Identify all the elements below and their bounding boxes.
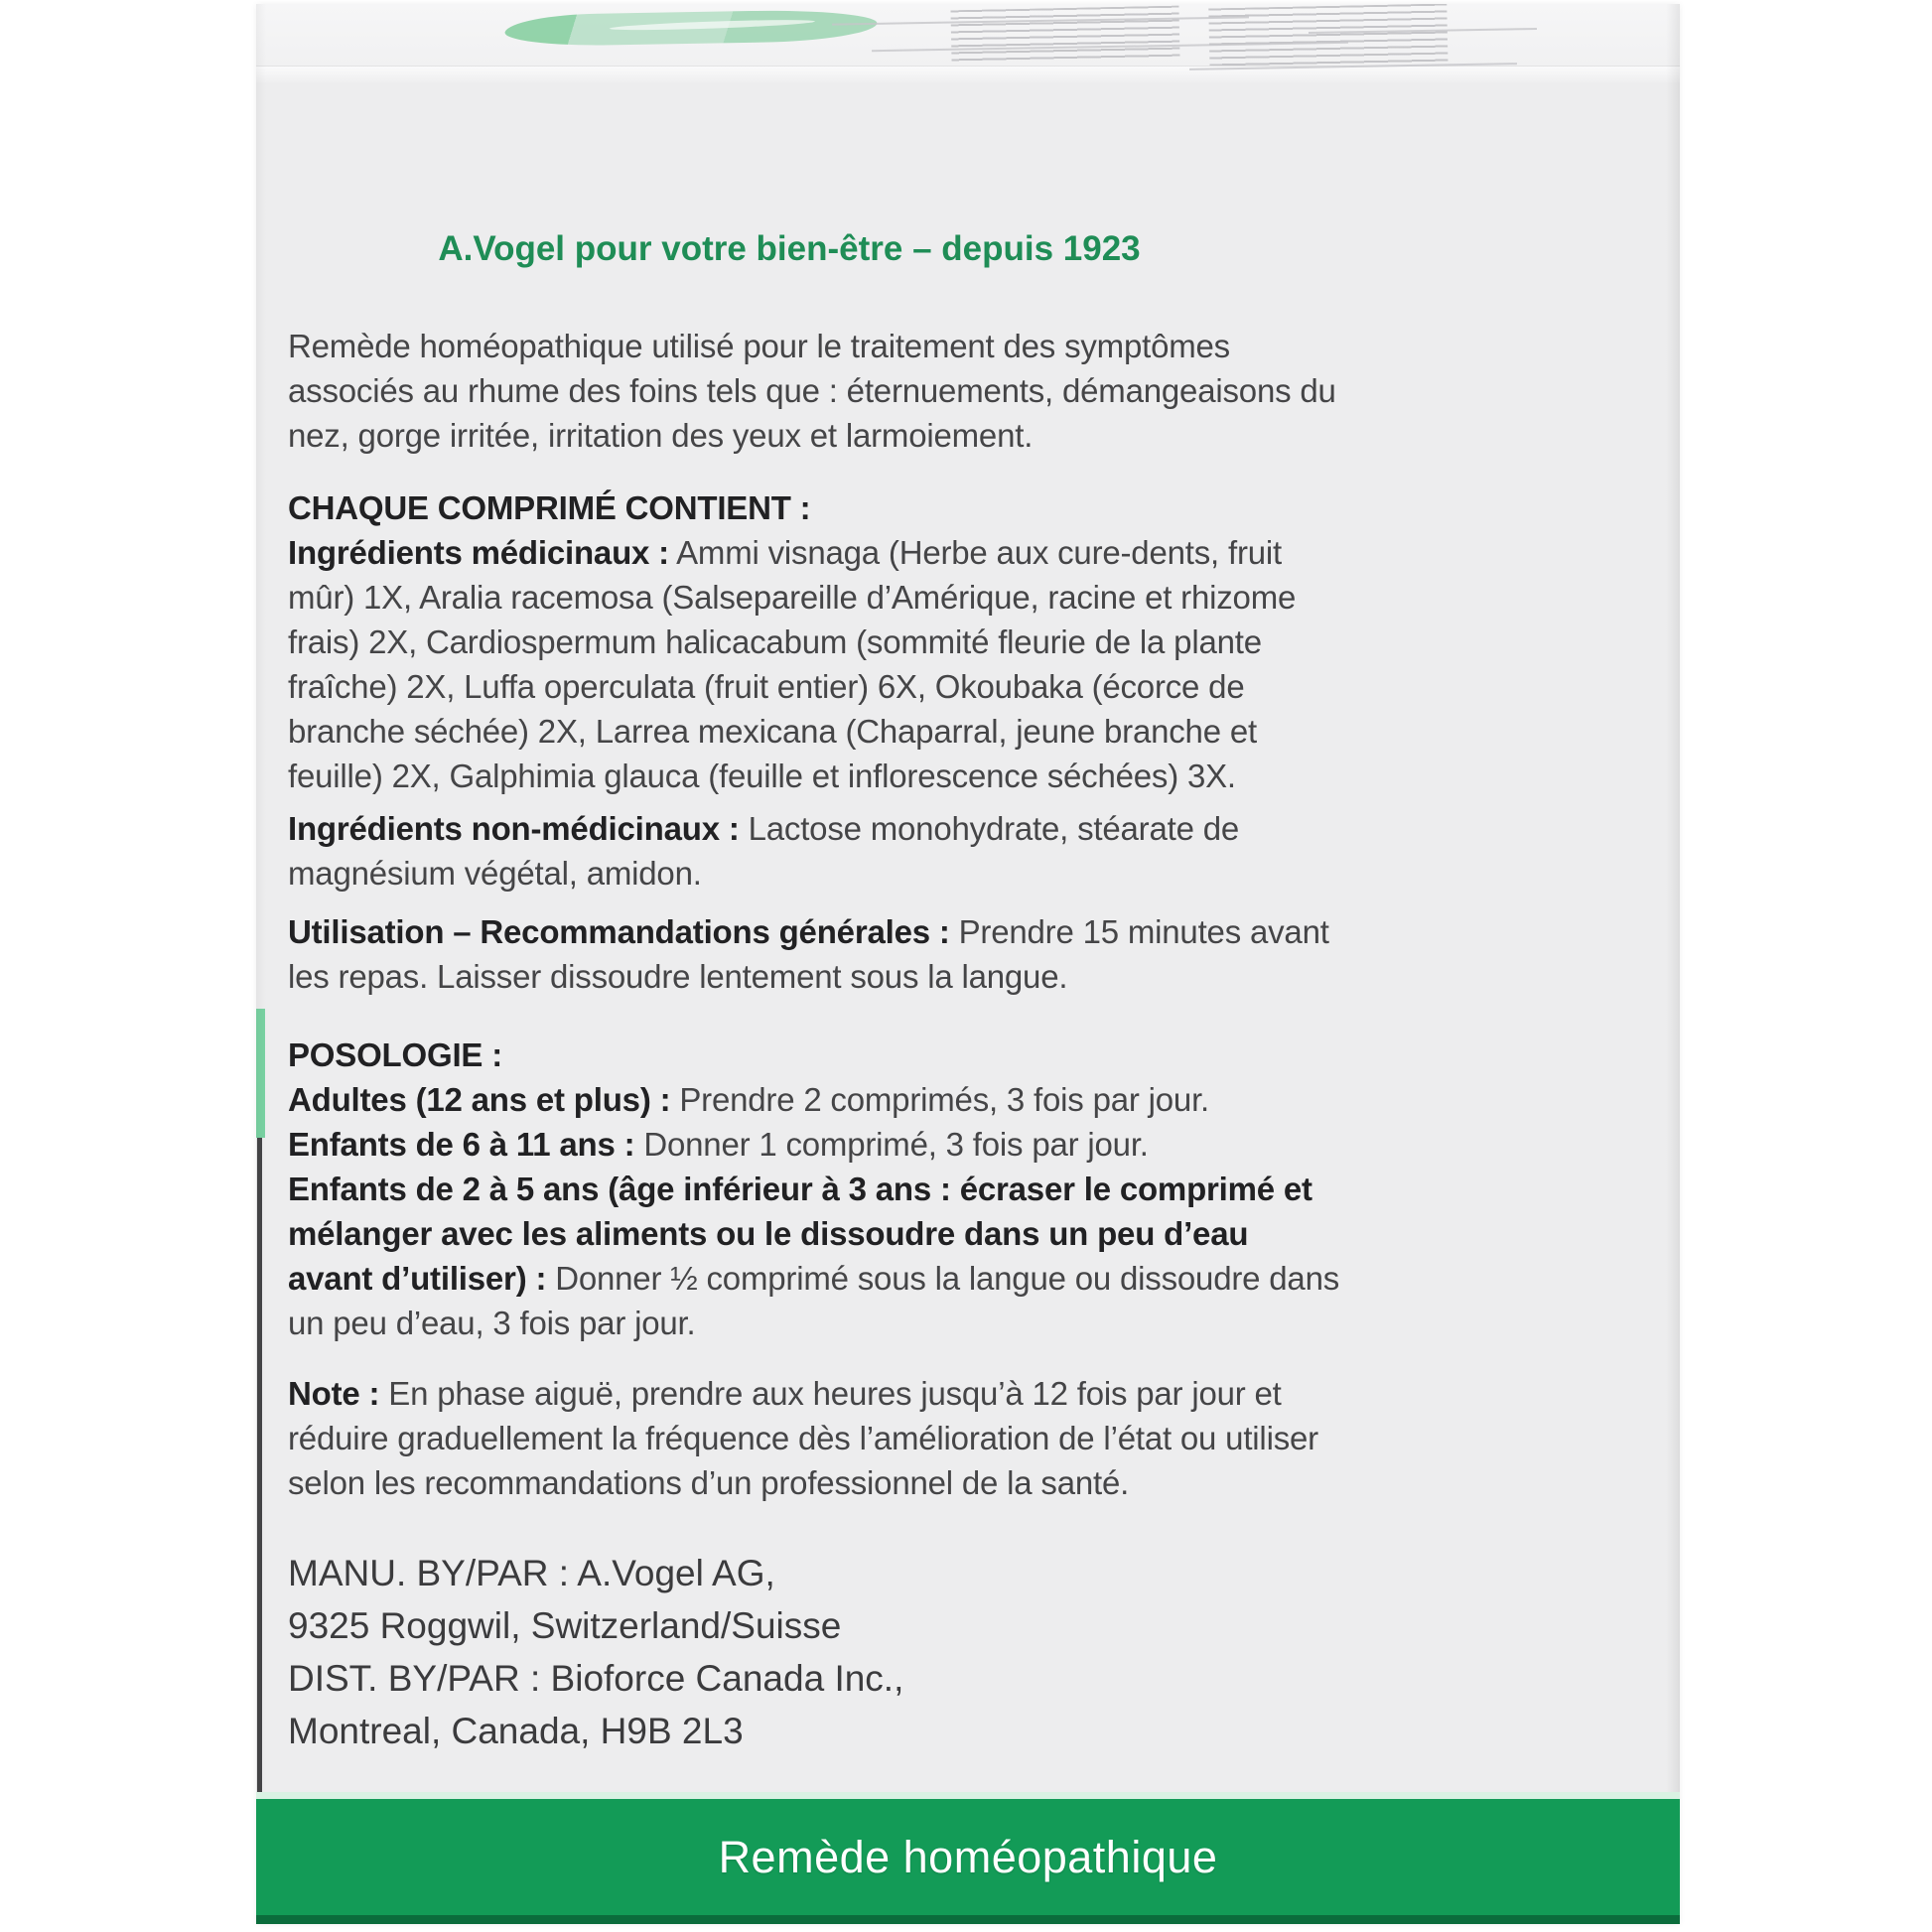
dosage-adults-lead: Adultes (12 ans et plus) :	[288, 1081, 671, 1118]
label-text-column	[288, 4, 1340, 1757]
dosage-children-6-11	[288, 1122, 1340, 1167]
usage-recommendations	[288, 909, 1340, 999]
non-medicinal-ingredients	[288, 806, 1340, 896]
banner-mint-highlight	[256, 1792, 1680, 1799]
dosage-heading: POSOLOGIE :	[288, 1036, 502, 1073]
manufacturer-block	[288, 1547, 1340, 1757]
footer-banner	[256, 1799, 1680, 1915]
box-left-soft-shadow	[256, 4, 266, 1924]
dosage-children-2-5-lead: Enfants de 2 à 5 ans (âge inférieur à 3 ans : écraser le comprimé et mélanger avec les aliments ou le dissoudre dans un peu d’eau avant d’utiliser) :	[288, 1171, 1312, 1297]
manufacturer-line: MANU. BY/PAR : A.Vogel AG,	[288, 1553, 775, 1593]
dosage-children-2-5	[288, 1167, 1340, 1345]
distributor-line: Montreal, Canada, H9B 2L3	[288, 1711, 744, 1751]
note-paragraph	[288, 1371, 1340, 1505]
manufacturer-line: 9325 Roggwil, Switzerland/Suisse	[288, 1605, 842, 1646]
dosage-children-6-11-lead: Enfants de 6 à 11 ans :	[288, 1126, 635, 1163]
footer-banner-label: Remède homéopathique	[718, 1831, 1218, 1882]
medicinal-ingredients-text: Ammi visnaga (Herbe aux cure-dents, fruit mûr) 1X, Aralia racemosa (Salsepareille d’Amérique, racine et rhizome frais) 2X, Cardiospermum halicacabum (sommité fleurie de la plante fraîche) 2X, Luffa operculata (fruit entier) 6X, Okoubaka (écorce de branche séchée) 2X, Larrea mexicana (Chaparral, jeune branche et feuille) 2X, Galphimia glauca (feuille et inflorescence séchées) 3X.	[288, 534, 1297, 794]
dosage-adults	[288, 1077, 1340, 1122]
distributor-line: DIST. BY/PAR : Bioforce Canada Inc.,	[288, 1658, 904, 1699]
banner-bottom-edge	[256, 1915, 1680, 1924]
usage-lead: Utilisation – Recommandations générales :	[288, 913, 950, 950]
usage-text: Prendre 15 minutes avant les repas. Laisser dissoudre lentement sous la langue.	[288, 913, 1329, 995]
contains-heading: CHAQUE COMPRIMÉ CONTIENT :	[288, 489, 811, 526]
dosage-children-6-11-text: Donner 1 comprimé, 3 fois par jour.	[643, 1126, 1149, 1163]
dosage-children-2-5-text: Donner ½ comprimé sous la langue ou dissoudre dans un peu d’eau, 3 fois par jour.	[288, 1260, 1340, 1341]
brand-tagline: A.Vogel pour votre bien-être – depuis 1923	[438, 229, 1141, 268]
non-medicinal-ingredients-lead: Ingrédients non-médicinaux :	[288, 810, 740, 847]
note-lead: Note :	[288, 1375, 380, 1412]
medicinal-ingredients-lead: Ingrédients médicinaux :	[288, 534, 669, 571]
dosage-adults-text: Prendre 2 comprimés, 3 fois par jour.	[679, 1081, 1210, 1118]
note-text: En phase aiguë, prendre aux heures jusqu’à 12 fois par jour et réduire graduellement la fréquence dès l’amélioration de l’état ou utiliser selon les recommandations d’un professionnel de la santé.	[288, 1375, 1318, 1501]
product-description: Remède homéopathique utilisé pour le traitement des symptômes associés au rhume des foins tels que : éternuements, démangeaisons du nez, gorge irritée, irritation des yeux et larmoiement.	[288, 328, 1336, 454]
package-back-panel	[256, 4, 1680, 1924]
non-medicinal-ingredients-text: Lactose monohydrate, stéarate de magnésium végétal, amidon.	[288, 810, 1240, 892]
box-right-soft-shadow	[1666, 4, 1680, 1924]
medicinal-ingredients	[288, 530, 1340, 798]
